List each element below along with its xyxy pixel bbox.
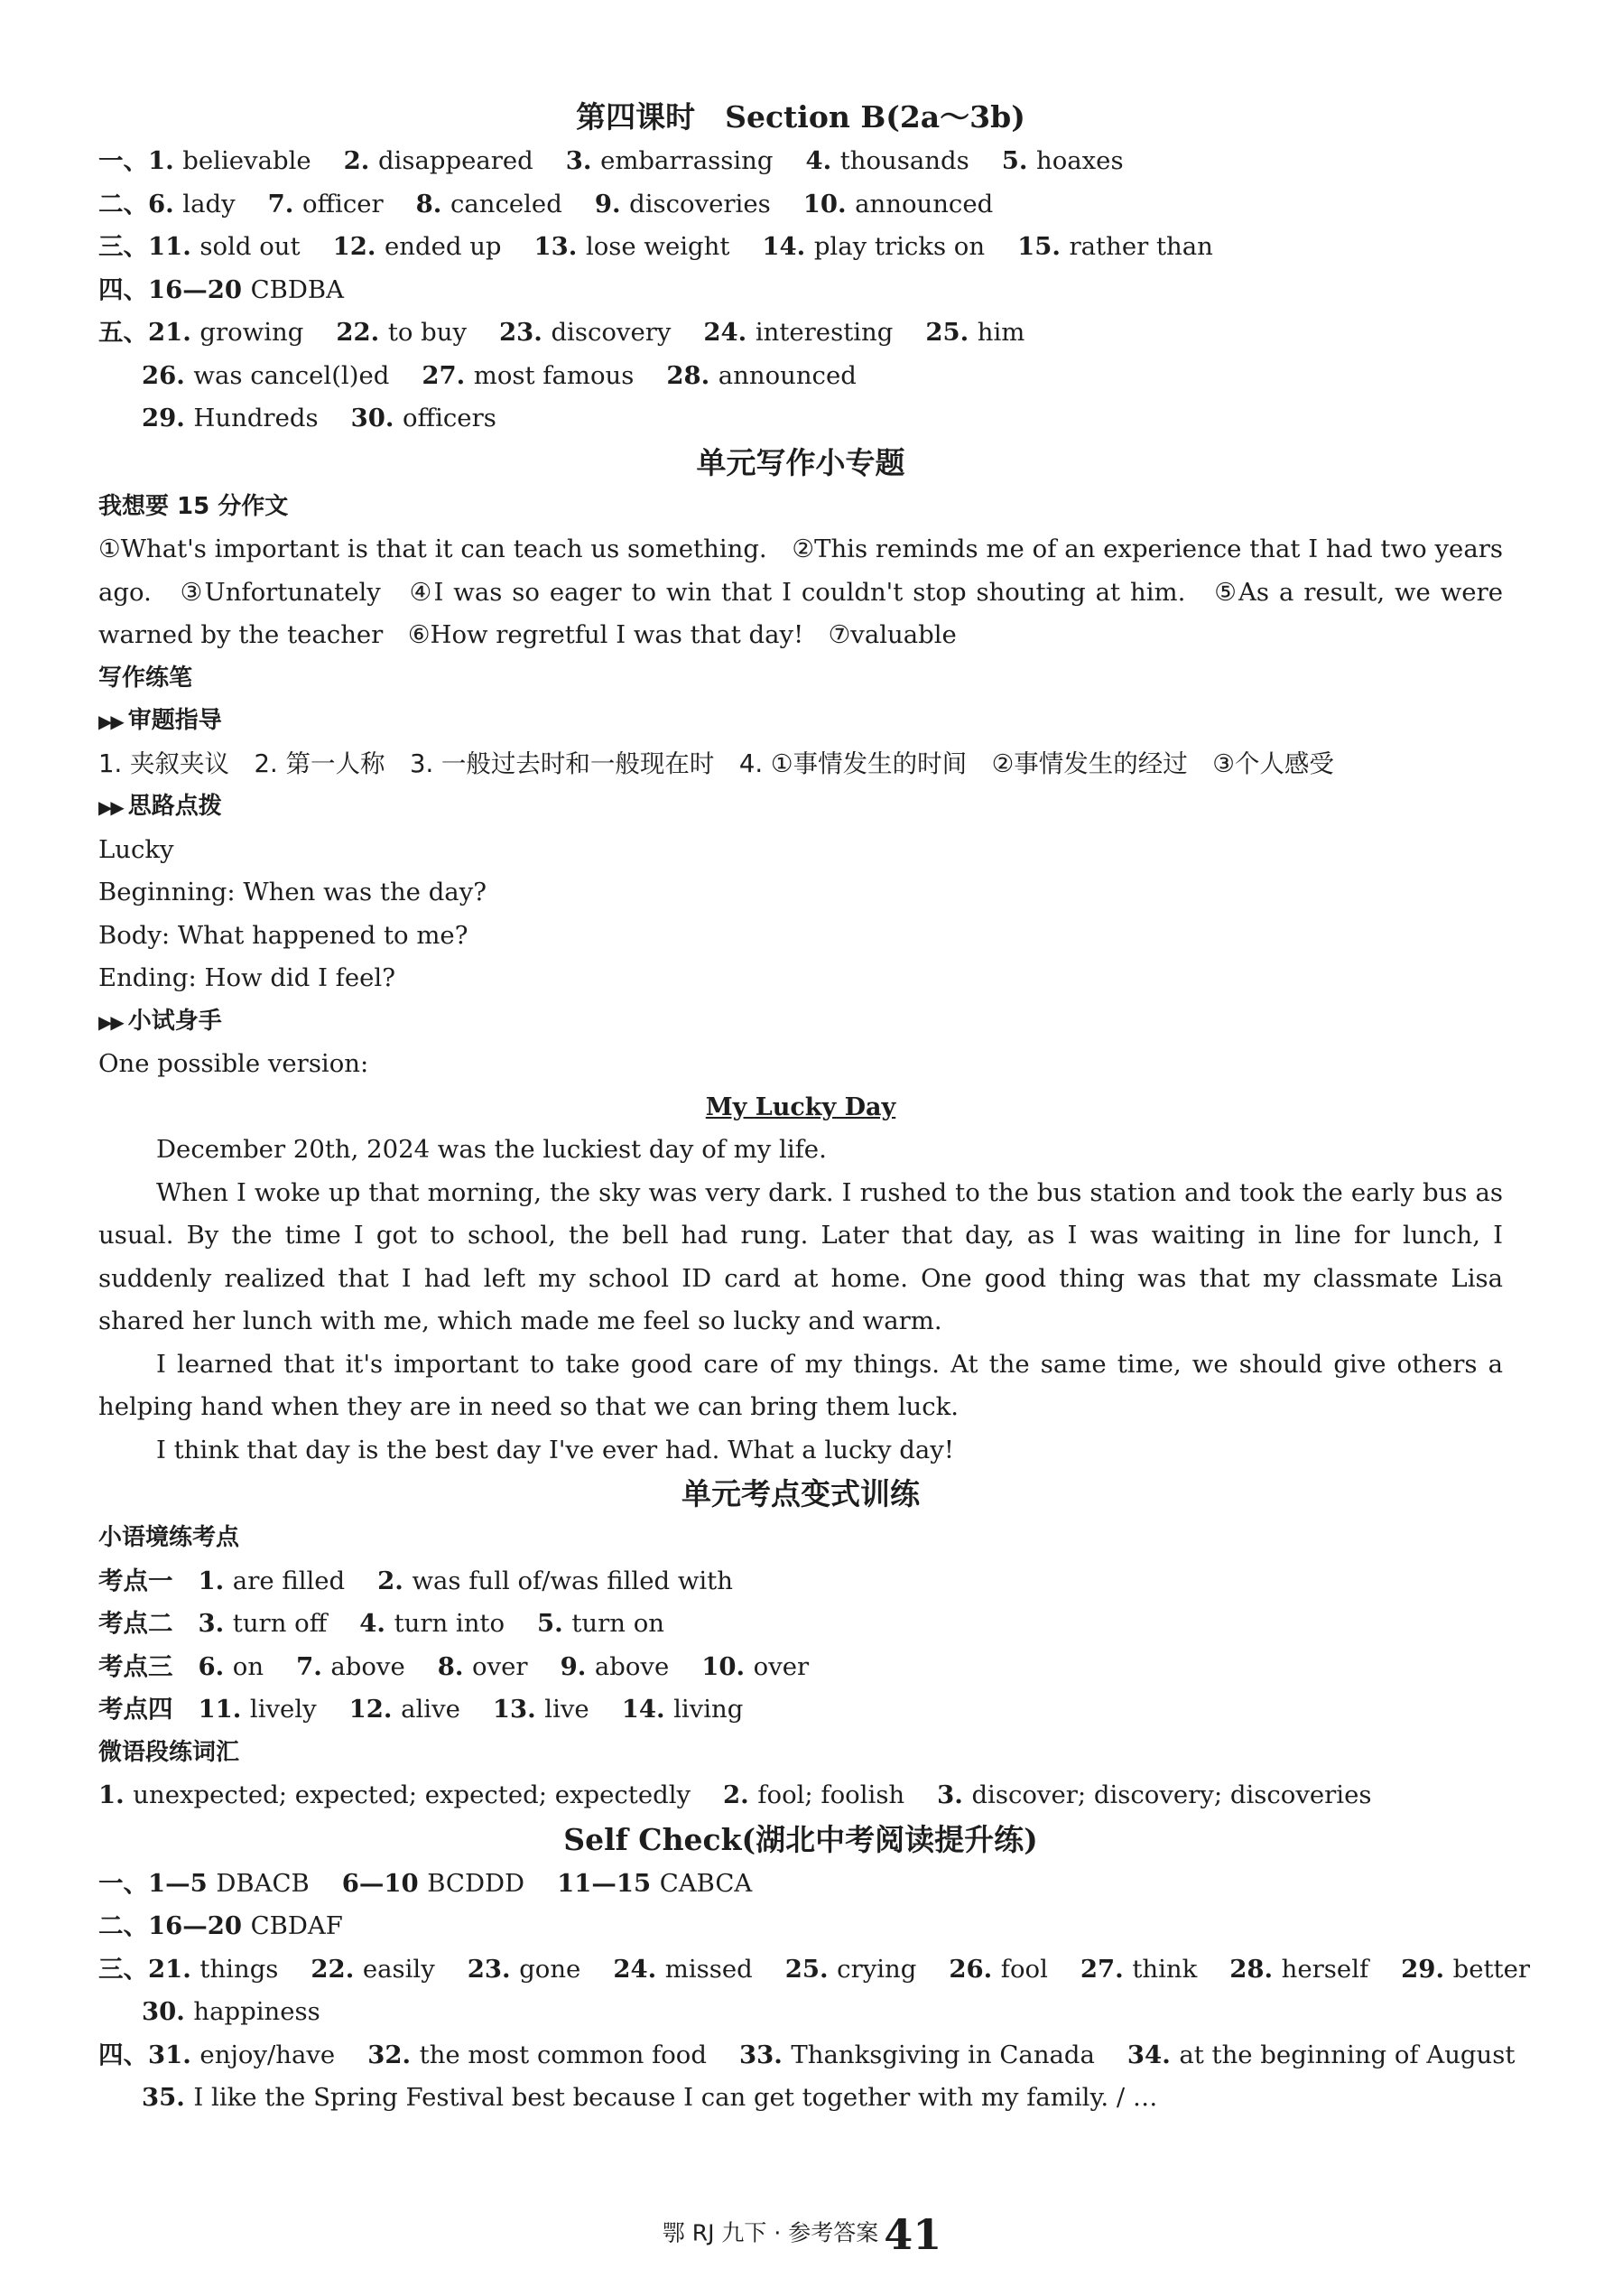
page-number: 41 [884,2210,942,2259]
answer-item [468,1955,581,1984]
answer-number: 9. [594,189,630,218]
answer-text: the most common food [419,2040,707,2069]
subheading: 我想要 15 分作文 [98,492,289,520]
answer-number: 24. [613,1954,665,1984]
answer-number: 14. [762,232,814,261]
outline-line: Body: What happened to me? [98,920,468,950]
answer-text: canceled [450,189,562,218]
answer-item [1127,2040,1515,2069]
answer-text: to buy [387,318,468,347]
answer-item [561,1652,670,1681]
answer-item [1401,1955,1530,1984]
answer-item [199,1566,346,1595]
answer-row: 四、16—20 CBDBA [98,274,344,304]
answer-item [336,318,467,347]
answer-item [723,1780,904,1809]
answer-row: 五、21. growing 22. to buy 23. discovery 24. interesting 25. him [98,318,1025,347]
answer-row: 一、1—5 DBACB 6—10 BCDDD 11—15 CABCA [98,1868,753,1898]
answer-text: growing [199,318,304,347]
answer-row [98,1991,1503,2034]
answer-item [349,1695,460,1724]
answer-item [805,146,969,175]
answer-item [199,1652,264,1681]
play-triangle-icon: ▶▶ [98,1010,123,1033]
answer-number: 5. [1001,146,1036,175]
answer-number: 5. [537,1609,572,1638]
answer-text: happiness [193,1997,320,2026]
answer-text: I like the Spring Festival best because I can get together with my family. / … [193,2083,1158,2112]
answer-number: 3. [565,146,601,175]
answer-text: on [232,1651,264,1681]
answer-number: 24. [703,318,756,347]
answer-text: unexpected; expected; expected; expectedly [133,1780,691,1809]
answer-text: enjoy/have [199,2040,336,2069]
answer-item [199,1609,328,1638]
guide-heading: ▶▶ 思路点拨 [98,793,222,820]
subheading: 小语境练考点 [98,1524,240,1551]
answer-number: 1—5 [148,1868,217,1898]
answer-page [98,95,1530,2120]
answer-number: 4. [805,146,840,175]
section-title-unit-points: 单元考点变式训练 [681,1476,920,1511]
essay-title: My Lucky Day [705,1092,896,1121]
answer-text: above [594,1651,670,1681]
essay-paragraph: I think that day is the best day I've ever had. What a lucky day! [156,1435,954,1464]
answer-text: CBDBA [250,274,344,304]
play-triangle-icon: ▶▶ [98,796,123,818]
answer-text: over [472,1651,528,1681]
answer-row: 二、16—20 CBDAF [98,1911,343,1940]
essay-paragraph: When I woke up that morning, the sky was very dark. I rushed to the bus station and took the early bus as usual. By the time I got to school, the bell had rung. Later that day, as I was waiting in line for lunch, I suddenly realized that I had left my school ID card at home. One good thing was that my classmate Lisa shared her lunch with me, which made me feel so lucky and warm. [98,1177,1503,1335]
answer-number: 2. [343,146,378,175]
answer-row: 四、31. enjoy/have 32. the most common food 33. Thanksgiving in Canada 34. at the beginning of August [98,2040,1516,2069]
answer-text: above [330,1651,405,1681]
answer-number: 1. [148,146,183,175]
answer-item [703,318,893,347]
answer-number: 4. [359,1609,394,1638]
answer-number: 23. [499,318,552,347]
answer-text: sold out [199,232,301,261]
answer-text: lively [249,1695,317,1724]
essay-paragraph: I learned that it's important to take good care of my things. At the same time, we should give others a helping hand when they are in need so that we can bring them luck. [98,1349,1503,1421]
answer-item [359,1609,505,1638]
guide-text: 1. 夹叙夹议 2. 第一人称 3. 一般过去时和一般现在时 4. ①事情发生的时间 ②事情发生的经过 ③个人感受 [98,748,1334,778]
answer-item [1002,146,1124,175]
answer-row: 三、11. sold out 12. ended up 13. lose weight 14. play tricks on 15. rather than [98,232,1213,261]
answer-item [148,146,311,175]
answer-text: turn off [232,1609,328,1638]
answer-number: 32. [367,2040,420,2069]
essay-paragraph: December 20th, 2024 was the luckiest day of my life. [156,1135,827,1164]
guide-heading: ▶▶ 小试身手 [98,1007,222,1035]
answer-item [342,1869,524,1898]
answer-item [499,318,671,347]
answer-text: announced [718,360,857,390]
answer-number: 31. [148,2040,200,2069]
answer-number: 11—15 [557,1868,660,1898]
answer-number: 1. [198,1566,233,1595]
section-title-self-check: Self Check(湖北中考阅读提升练) [563,1821,1038,1857]
answer-item [344,146,533,175]
answer-text: discover; discovery; discoveries [971,1780,1372,1809]
answer-text: fool [1000,1954,1048,1984]
answer-text: thousands [839,146,969,175]
answer-item [1017,232,1213,261]
answer-row [98,397,1503,441]
answer-text: crying [837,1954,917,1984]
answer-text: BCDDD [427,1868,525,1898]
answer-text: herself [1281,1954,1369,1984]
answer-text: gone [519,1954,581,1984]
outline-line: Beginning: When was the day? [98,878,487,906]
answer-item [666,361,857,390]
answer-item [1229,1955,1368,1984]
answer-number: 14. [621,1695,674,1724]
answer-number: 7. [296,1651,331,1681]
answer-text: things [199,1954,279,1984]
answer-number: 7. [267,189,302,218]
answer-item [1080,1955,1197,1984]
answer-number: 33. [738,2040,792,2069]
answer-text: alive [401,1695,460,1724]
answer-item [557,1869,752,1898]
answer-number: 34. [1127,2040,1180,2069]
answer-text: DBACB [216,1868,310,1898]
answer-row [98,2077,1503,2120]
answer-text: fool; foolish [757,1780,905,1809]
answer-text: was cancel(l)ed [193,360,390,390]
answer-number: 27. [1080,1954,1133,1984]
answer-number: 25. [784,1954,838,1984]
answer-number: 22. [311,1954,363,1984]
answer-item [148,1911,343,1940]
answer-row [98,355,1503,398]
answer-text: missed [664,1954,753,1984]
answer-item [142,404,319,432]
answer-item [98,1780,691,1809]
answer-number: 11. [198,1695,250,1724]
answer-number: 12. [348,1695,402,1724]
answer-number: 21. [148,318,200,347]
section-title-lesson4: 第四课时 Section B(2a～3b) [576,99,1025,135]
answer-number: 15. [1017,232,1070,261]
answer-text: lose weight [585,232,730,261]
answer-number: 3. [198,1609,233,1638]
answer-item [803,190,994,218]
answer-item [613,1955,752,1984]
answer-text: discoveries [629,189,771,218]
answer-text: Hundreds [193,404,319,432]
answer-item [142,2083,1157,2112]
answer-text: disappeared [377,146,533,175]
answer-text: believable [182,146,311,175]
answer-item [148,2040,335,2069]
answer-item [142,1997,320,2026]
answer-item [199,1695,317,1724]
answer-row [98,1774,1503,1817]
answer-text: hoaxes [1036,146,1124,175]
answer-item [148,275,344,304]
answer-text: interesting [755,318,894,347]
answer-row: 考点三 6. on 7. above 8. over 9. above 10. over [98,1651,810,1681]
answer-number: 10. [701,1651,754,1681]
answer-item [534,232,730,261]
answer-number: 8. [415,189,450,218]
answer-number: 25. [925,318,978,347]
answer-number: 29. [142,404,194,432]
section-title-writing: 单元写作小专题 [696,444,905,480]
answer-item [949,1955,1048,1984]
answer-item [937,1780,1371,1809]
answer-text: him [977,318,1025,347]
answer-item [333,232,502,261]
answer-text: lady [182,189,236,218]
answer-item [148,1869,310,1898]
answer-text: at the beginning of August [1179,2040,1516,2069]
answer-item [148,190,236,218]
outline-line: Ending: How did I feel? [98,963,395,992]
answer-item [351,404,496,432]
answer-row: 考点二 3. turn off 4. turn into 5. turn on [98,1609,664,1638]
answer-item [148,1955,278,1984]
answer-text: officer [301,189,384,218]
answer-text: rather than [1069,232,1213,261]
answer-row: 一、1. believable 2. disappeared 3. embarrassing 4. thousands 5. hoaxes [98,146,1124,175]
answer-number: 35. [142,2083,194,2112]
answer-number: 13. [533,232,586,261]
answer-text: CABCA [659,1868,753,1898]
version-label: One possible version: [98,1049,369,1078]
answer-number: 11. [148,232,200,261]
answer-text: easily [362,1954,435,1984]
answer-text: most famous [473,360,635,390]
answer-item [493,1695,589,1724]
subheading: 写作练笔 [98,664,193,692]
answer-number: 30. [142,1997,194,2026]
answer-number: 9. [560,1651,595,1681]
answer-number: 26. [949,1954,1001,1984]
answer-text: live [544,1695,589,1724]
footer-label: 鄂 RJ 九下 · 参考答案 [662,2219,879,2246]
answer-item [148,318,303,347]
answer-text: Thanksgiving in Canada [791,2040,1095,2069]
answer-text: embarrassing [600,146,774,175]
answer-item [762,232,985,261]
answer-text: turn on [571,1609,664,1638]
answer-text: think [1132,1954,1198,1984]
answer-item [566,146,774,175]
answer-text: CBDAF [250,1911,343,1940]
answer-item [595,190,771,218]
answer-number: 12. [332,232,385,261]
answer-number: 6. [148,189,183,218]
answer-number: 2. [377,1566,413,1595]
answer-item [422,361,634,390]
answer-number: 1. [98,1780,134,1809]
answer-number: 16—20 [148,1911,251,1940]
answer-number: 30. [350,404,403,432]
answer-item [268,190,384,218]
answer-item [311,1955,434,1984]
answer-number: 13. [492,1695,545,1724]
answer-row: 二、6. lady 7. officer 8. canceled 9. discoveries 10. announced [98,189,994,218]
answer-text: are filled [232,1566,346,1595]
answer-row: 三、21. things 22. easily 23. gone 24. missed 25. crying 26. fool 27. think 28. herself 29. better [98,1954,1530,1984]
answer-text: over [753,1651,810,1681]
answer-text: discovery [551,318,672,347]
answer-number: 26. [142,360,194,390]
answer-number: 2. [723,1780,758,1809]
play-triangle-icon: ▶▶ [98,711,123,732]
answer-number: 27. [422,360,474,390]
answer-number: 23. [467,1954,520,1984]
page-footer [0,2210,1604,2259]
answer-text: officers [403,404,496,432]
answer-number: 6—10 [341,1868,428,1898]
answer-text: turn into [394,1609,505,1638]
answer-item [148,232,301,261]
answer-item [622,1695,744,1724]
answer-item [367,2040,707,2069]
outline-line: Lucky [98,834,174,864]
answer-item [701,1652,809,1681]
answer-number: 8. [437,1651,473,1681]
answer-number: 21. [148,1954,200,1984]
answer-text: announced [855,189,994,218]
answer-item [296,1652,405,1681]
answer-item [377,1566,733,1595]
answer-number: 29. [1401,1954,1453,1984]
answer-item [537,1609,664,1638]
answer-item [142,361,389,390]
answer-item [416,190,562,218]
answer-number: 28. [666,360,719,390]
answer-item [785,1955,917,1984]
answer-item [925,318,1025,347]
answer-text: play tricks on [813,232,986,261]
subheading: 微语段练词汇 [98,1738,240,1766]
sentence-answers: ①What's important is that it can teach us something. ②This reminds me of an experience that I had two years ago. ③Unfortunately ④I was so eager to win that I couldn't stop shouting at him. ⑤As a result, we were warned by the teacher ⑥How regretful I was that day! ⑦valuable [98,534,1503,649]
answer-row: 考点四 11. lively 12. alive 13. live 14. living [98,1695,744,1724]
answer-item [438,1652,528,1681]
answer-text: ended up [384,232,502,261]
answer-number: 28. [1229,1954,1282,1984]
answer-text: living [673,1695,744,1724]
answer-item [739,2040,1095,2069]
answer-row: 考点一 1. are filled 2. was full of/was filled with [98,1566,733,1595]
answer-text: better [1452,1954,1530,1984]
answer-text: was full of/was filled with [412,1566,733,1595]
answer-number: 3. [937,1780,972,1809]
answer-number: 16—20 [148,274,251,304]
guide-heading: ▶▶ 审题指导 [98,707,222,734]
answer-number: 6. [198,1651,233,1681]
answer-number: 22. [336,318,388,347]
answer-number: 10. [802,189,856,218]
